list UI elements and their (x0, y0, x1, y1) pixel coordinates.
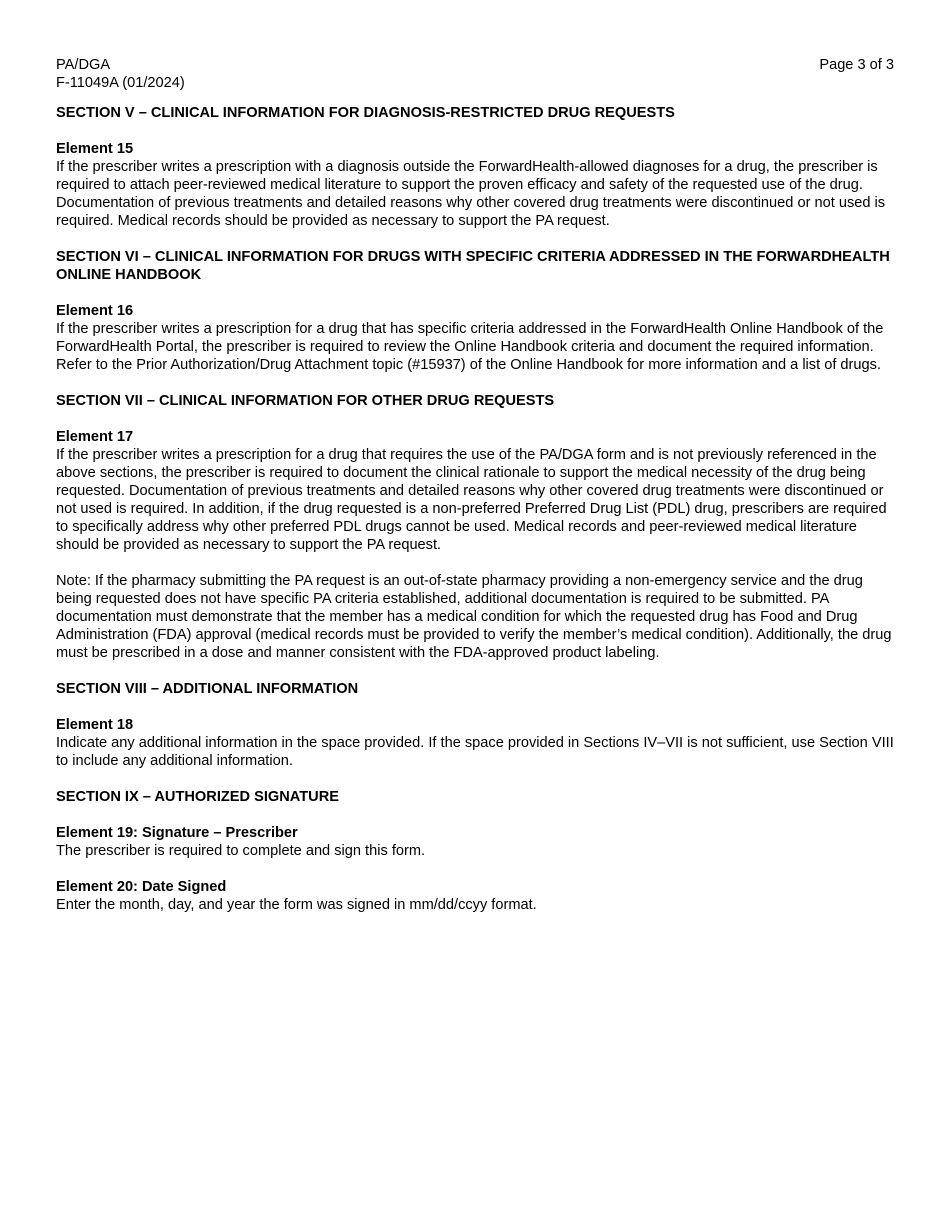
element-text: If the prescriber writes a prescription for a drug that requires the use of the PA/DGA form and is not previously referenced in the above sections, the prescriber is required to document the clinical rationale to support the medical necessity of the drug being requested. Documentation of previous treatments and detailed reasons why other covered drug treatments were discontinued or not used is required. In addition, if the drug requested is a non-preferred Preferred Drug List (PDL) drug, prescribers are required to specifically address why other preferred PDL drugs cannot be used. Medical records and peer-reviewed medical literature should be provided as necessary to support the PA request. (56, 447, 887, 553)
element-title: Element 18 (56, 717, 134, 733)
element-title: Element 20: Date Signed (56, 879, 227, 895)
section-ix (56, 788, 896, 914)
section-title: SECTION IX – AUTHORIZED SIGNATURE (56, 789, 339, 805)
form-identifier (56, 56, 896, 92)
form-code: PA/DGA (56, 57, 111, 73)
section-title: SECTION VIII – ADDITIONAL INFORMATION (56, 681, 359, 697)
section-viii (56, 680, 896, 770)
element-text: Enter the month, day, and year the form was signed in mm/dd/ccyy format. (56, 897, 537, 913)
section-vii (56, 392, 896, 662)
section-vi (56, 248, 896, 374)
page-header (56, 56, 896, 92)
element-text: Indicate any additional information in the space provided. If the space provided in Sections IV–VII is not sufficient, use Section VIII to include any additional information. (56, 735, 894, 769)
document-page (56, 56, 896, 914)
element-text: If the prescriber writes a prescription for a drug that has specific criteria addressed in the ForwardHealth Online Handbook of the ForwardHealth Portal, the prescriber is required to review the Online Handbook criteria and document the required information. Refer to the Prior Authorization/Drug Attachment topic (#15937) of the Online Handbook for more information and a list of drugs. (56, 321, 884, 373)
element-note: Note: If the pharmacy submitting the PA request is an out-of-state pharmacy providing a non-emergency service and the drug being requested does not have specific PA criteria established, additional documentation is required to be submitted. PA documentation must demonstrate that the member has a medical condition for which the requested drug has Food and Drug Administration (FDA) approval (medical records must be provided to verify the member’s medical condition). Additionally, the drug must be prescribed in a dose and manner consistent with the FDA-approved product labeling. (56, 573, 892, 661)
section-v (56, 104, 896, 230)
element-text: If the prescriber writes a prescription with a diagnosis outside the ForwardHealth-allowed diagnoses for a drug, the prescriber is required to attach peer-reviewed medical literature to support the proven efficacy and safety of the requested use of the drug. Documentation of previous treatments and detailed reasons why other covered drug treatments were discontinued or not used is required. Medical records should be provided as necessary to support the PA request. (56, 159, 886, 229)
element-text: The prescriber is required to complete and sign this form. (56, 843, 426, 859)
element-title: Element 19: Signature – Prescriber (56, 825, 298, 841)
element-title: Element 16 (56, 303, 134, 319)
element-title: Element 17 (56, 429, 134, 445)
page-number: Page 3 of 3 (819, 57, 894, 73)
section-title: SECTION VII – CLINICAL INFORMATION FOR OTHER DRUG REQUESTS (56, 393, 555, 409)
section-title: SECTION VI – CLINICAL INFORMATION FOR DRUGS WITH SPECIFIC CRITERIA ADDRESSED IN THE FORWARDHEALTH ONLINE HANDBOOK (56, 249, 890, 283)
form-number: F-11049A (01/2024) (56, 75, 185, 91)
section-title: SECTION V – CLINICAL INFORMATION FOR DIAGNOSIS-RESTRICTED DRUG REQUESTS (56, 105, 675, 121)
element-title: Element 15 (56, 141, 134, 157)
